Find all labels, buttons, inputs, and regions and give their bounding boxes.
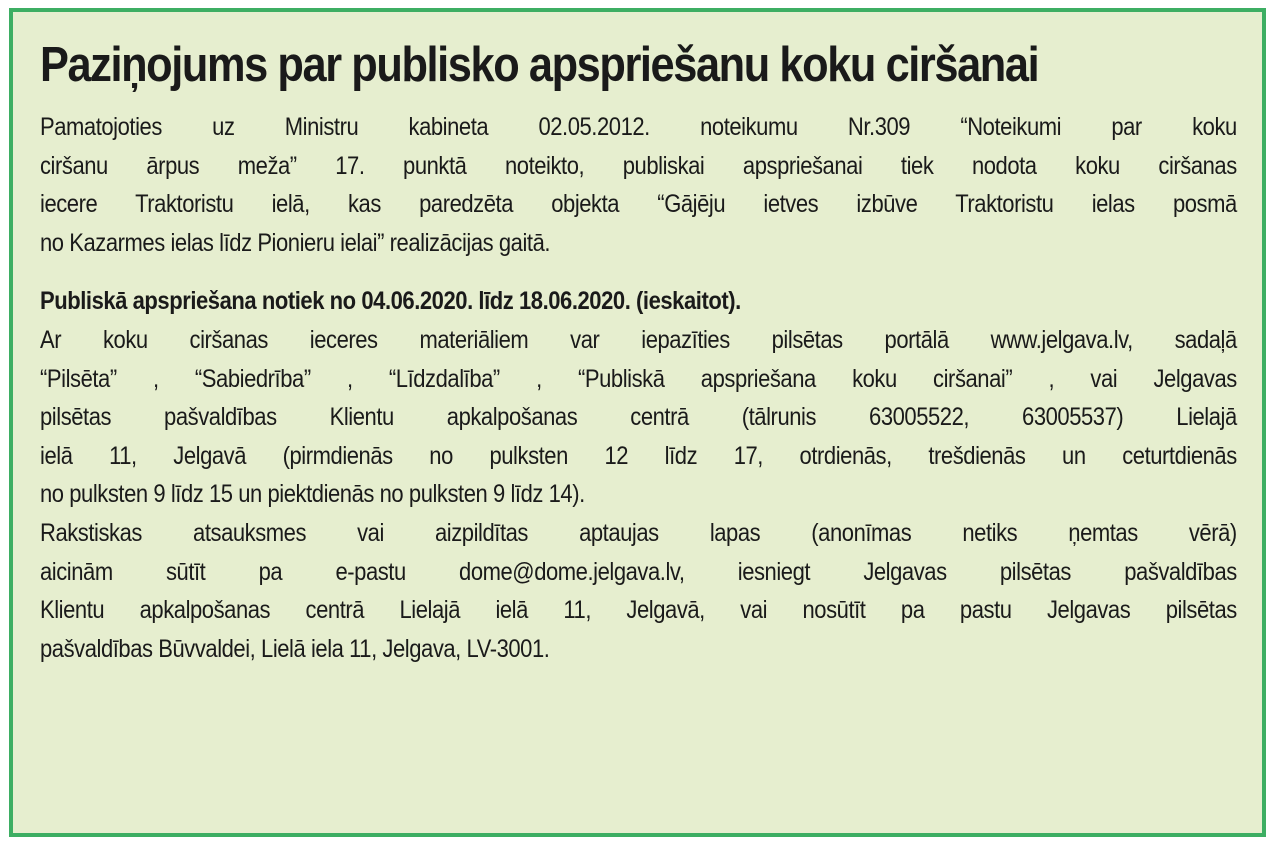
period-heading: Publiskā apspriešana notiek no 04.06.2020. līdz 18.06.2020. (ieskaitot). xyxy=(40,287,741,316)
materials-line: “Pilsēta” , “Sabiedrība” , “Līdzdalība” , “Publiskā apspriešana koku ciršanai” , vai Jelgavas xyxy=(40,364,1237,393)
intro-line: Pamatojoties uz Ministru kabineta 02.05.2012. noteikumu Nr.309 “Noteikumi par koku xyxy=(40,113,1237,141)
materials-line: Ar koku ciršanas ieceres materiāliem var iepazīties pilsētas portālā www.jelgava.lv, sadaļā xyxy=(40,325,1237,354)
intro-paragraph xyxy=(40,108,1237,262)
public-notice-box xyxy=(9,8,1266,837)
feedback-paragraph xyxy=(40,514,1237,668)
feedback-line: Klientu apkalpošanas centrā Lielajā ielā 11, Jelgavā, vai nosūtīt pa pastu Jelgavas pilsētas xyxy=(40,596,1237,625)
materials-line: pilsētas pašvaldības Klientu apkalpošanas centrā (tālrunis 63005522, 63005537) Lielajā xyxy=(40,403,1237,432)
intro-line: iecere Traktoristu ielā, kas paredzēta objekta “Gājēju ietves izbūve Traktoristu ielas posmā xyxy=(40,190,1237,219)
feedback-line: Rakstiskas atsauksmes vai aizpildītas aptaujas lapas (anonīmas netiks ņemtas vērā) xyxy=(40,518,1237,547)
materials-paragraph xyxy=(40,321,1237,514)
intro-line: ciršanu ārpus meža” 17. punktā noteikto, publiskai apspriešanai tiek nodota koku ciršanas xyxy=(40,151,1237,180)
materials-line: ielā 11, Jelgavā (pirmdienās no pulksten 12 līdz 17, otrdienās, trešdienās un ceturtdienās xyxy=(40,441,1237,470)
notice-title: Paziņojums par publisko apspriešanu koku ciršanai xyxy=(40,38,1039,92)
materials-line: no pulksten 9 līdz 15 un piektdienās no pulksten 9 līdz 14). xyxy=(40,480,585,509)
feedback-line: aicinām sūtīt pa e-pastu dome@dome.jelgava.lv, iesniegt Jelgavas pilsētas pašvaldības xyxy=(40,557,1237,586)
period-paragraph xyxy=(40,282,1237,321)
feedback-line: pašvaldības Būvvaldei, Lielā iela 11, Jelgava, LV-3001. xyxy=(40,634,550,663)
intro-line: no Kazarmes ielas līdz Pionieru ielai” realizācijas gaitā. xyxy=(40,228,551,257)
notice-body xyxy=(40,108,1237,668)
